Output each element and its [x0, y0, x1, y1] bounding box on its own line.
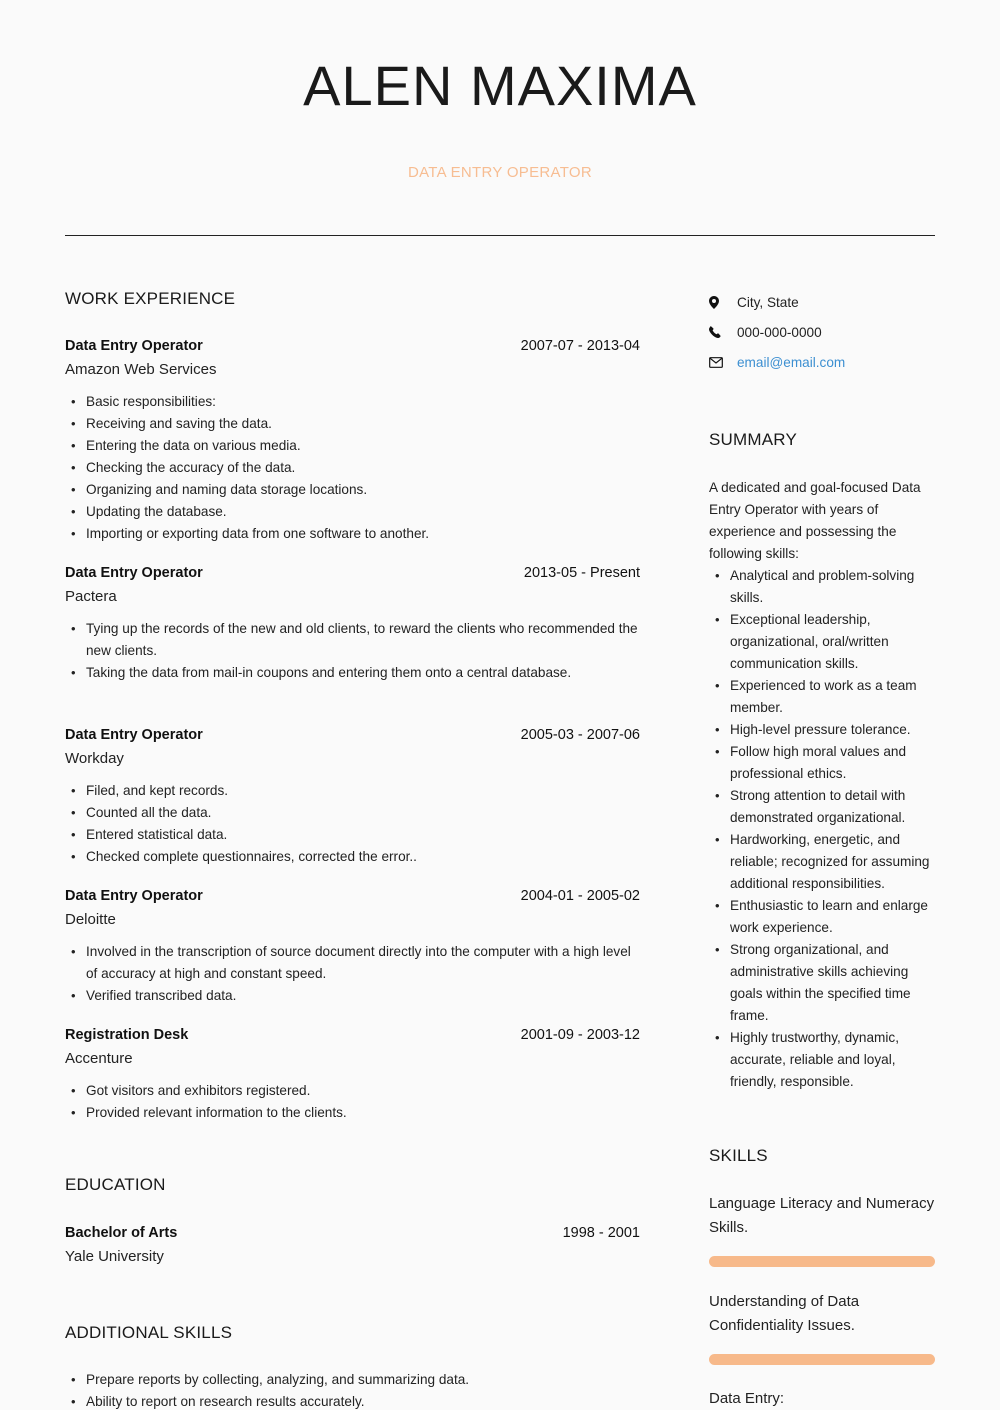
list-item: • Analytical and problem-solving skills. — [709, 565, 937, 609]
list-item: • Checked complete questionnaires, corrected the error.. — [65, 846, 640, 868]
location-text: City, State — [737, 294, 799, 310]
list-item: • Importing or exporting data from one software to another. — [65, 523, 640, 545]
list-item: • Basic responsibilities: — [65, 391, 640, 413]
list-item: • Prepare reports by collecting, analyzing, and summarizing data. — [65, 1369, 640, 1391]
email-link[interactable]: email@email.com — [737, 354, 846, 370]
list-item: • Tying up the records of the new and old clients, to reward the clients who recommended the new clients. — [65, 618, 640, 662]
list-item: • Enthusiastic to learn and enlarge work experience. — [709, 895, 937, 939]
list-item: • Follow high moral values and professional ethics. — [709, 741, 937, 785]
job-dates: 2007-07 - 2013-04 — [520, 338, 640, 354]
list-item: • Ability to report on research results accurately. — [65, 1391, 640, 1410]
list-item: • High-level pressure tolerance. — [709, 719, 937, 741]
contact-email — [709, 347, 937, 377]
list-item: • Verified transcribed data. — [65, 985, 640, 1007]
job-entry — [65, 335, 640, 545]
job-role: Registration Desk — [65, 1027, 189, 1043]
job-company: Workday — [65, 750, 124, 767]
phone-icon — [709, 326, 737, 338]
list-item: • Entered statistical data. — [65, 824, 640, 846]
skill-name: Data Entry: — [709, 1390, 785, 1407]
candidate-name: ALEN MAXIMA — [303, 54, 697, 117]
job-role: Data Entry Operator — [65, 338, 203, 354]
additional-skills-list — [65, 1369, 640, 1410]
job-bullets — [65, 391, 640, 545]
contact-location — [709, 287, 937, 317]
list-item: • Taking the data from mail-in coupons and entering them onto a central database. — [65, 662, 640, 684]
school: Yale University — [65, 1248, 164, 1265]
list-item: • Highly trustworthy, dynamic, accurate, reliable and loyal, friendly, responsible. — [709, 1027, 937, 1093]
job-role: Data Entry Operator — [65, 888, 203, 904]
education-heading: EDUCATION — [65, 1175, 166, 1194]
list-item: • Hardworking, energetic, and reliable; recognized for assuming additional responsibilities. — [709, 829, 937, 895]
map-pin-icon — [709, 296, 737, 309]
list-item: • Organizing and naming data storage locations. — [65, 479, 640, 501]
job-company: Pactera — [65, 588, 117, 605]
list-item: • Experienced to work as a team member. — [709, 675, 937, 719]
job-role: Data Entry Operator — [65, 565, 203, 581]
list-item: • Got visitors and exhibitors registered. — [65, 1080, 640, 1102]
skill-name: Language Literacy and Numeracy Skills. — [709, 1195, 935, 1236]
job-company: Deloitte — [65, 911, 116, 928]
job-company: Accenture — [65, 1050, 133, 1067]
envelope-icon — [709, 357, 737, 368]
job-dates: 2001-09 - 2003-12 — [520, 1027, 640, 1043]
summary-heading: SUMMARY — [709, 430, 797, 449]
job-bullets — [65, 618, 640, 684]
job-entry — [65, 562, 640, 684]
education-dates: 1998 - 2001 — [562, 1225, 640, 1241]
job-bullets — [65, 780, 640, 868]
additional-skills-heading: ADDITIONAL SKILLS — [65, 1323, 233, 1342]
header-divider — [65, 235, 935, 236]
sidebar — [709, 287, 937, 1410]
main-column — [65, 288, 640, 1410]
list-item: • Strong organizational, and administrative skills achieving goals within the specified time frame. — [709, 939, 937, 1027]
candidate-title: DATA ENTRY OPERATOR — [407, 164, 593, 181]
job-entry — [65, 885, 640, 1007]
summary-intro: A dedicated and goal-focused Data Entry Operator with years of experience and possessing the following skills: — [709, 480, 921, 561]
job-dates: 2004-01 - 2005-02 — [520, 888, 640, 904]
skill-level-bar — [709, 1354, 935, 1365]
job-role: Data Entry Operator — [65, 727, 203, 743]
list-item: • Checking the accuracy of the data. — [65, 457, 640, 479]
list-item: • Exceptional leadership, organizational, oral/written communication skills. — [709, 609, 937, 675]
list-item: • Updating the database. — [65, 501, 640, 523]
list-item: • Provided relevant information to the clients. — [65, 1102, 640, 1124]
degree: Bachelor of Arts — [65, 1225, 178, 1241]
skill-name: Understanding of Data Confidentiality Issues. — [709, 1293, 860, 1334]
phone-text: 000-000-0000 — [737, 324, 822, 340]
job-dates: 2013-05 - Present — [523, 565, 640, 581]
list-item: • Strong attention to detail with demonstrated organizational. — [709, 785, 937, 829]
list-item: • Counted all the data. — [65, 802, 640, 824]
job-bullets — [65, 941, 640, 1007]
skill-level-bar — [709, 1256, 935, 1267]
job-entry — [65, 724, 640, 868]
list-item: • Entering the data on various media. — [65, 435, 640, 457]
skills-heading: SKILLS — [709, 1146, 768, 1165]
job-company: Amazon Web Services — [65, 361, 217, 378]
summary-bullets — [709, 565, 937, 1093]
list-item: • Filed, and kept records. — [65, 780, 640, 802]
job-dates: 2005-03 - 2007-06 — [520, 727, 640, 743]
education-entry — [65, 1222, 640, 1270]
work-experience-heading: WORK EXPERIENCE — [65, 289, 236, 308]
contact-phone — [709, 317, 937, 347]
list-item: • Involved in the transcription of source document directly into the computer with a high level of accuracy at high and constant speed. — [65, 941, 640, 985]
job-bullets — [65, 1080, 640, 1124]
list-item: • Receiving and saving the data. — [65, 413, 640, 435]
job-entry — [65, 1024, 640, 1124]
